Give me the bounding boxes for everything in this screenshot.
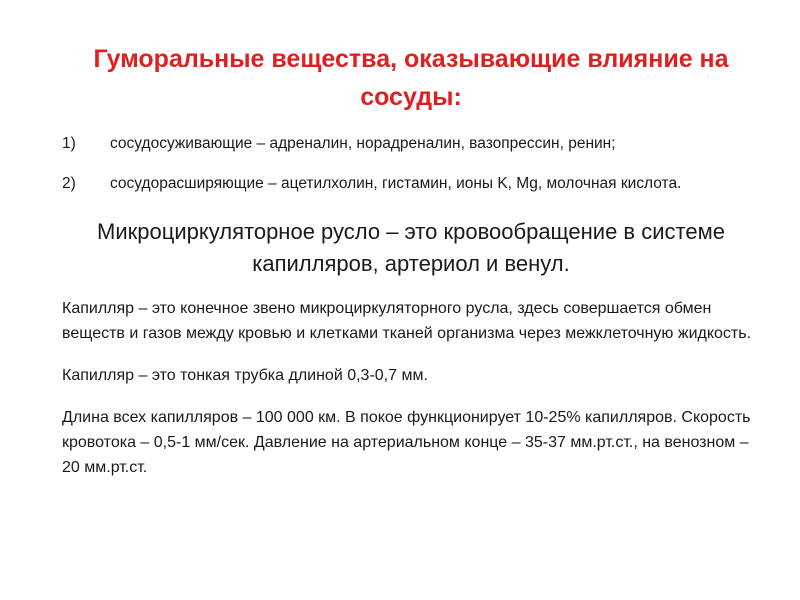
microcirculation-definition: Микроциркуляторное русло – это кровообращение в системе капилляров, артериол и венул. xyxy=(97,219,725,276)
capillary-size-paragraph: Капилляр – это тонкая трубка длиной 0,3-0,7 мм. xyxy=(62,367,428,384)
list-item-text: сосудорасширяющие – ацетилхолин, гистамин, ионы K, Mg, молочная кислота. xyxy=(110,175,682,192)
list-item-text: сосудосуживающие – адреналин, норадреналин, вазопрессин, ренин; xyxy=(110,135,616,152)
capillary-definition-paragraph: Капилляр – это конечное звено микроциркуляторного русла, здесь совершается обмен веществ и газов между кровью и клетками тканей организма через межклеточную жидкость. xyxy=(62,300,752,342)
slide-title: Гуморальные вещества, оказывающие влияние на сосуды: xyxy=(93,45,729,111)
list-item-vasoconstrictors xyxy=(62,132,760,156)
list-item-number: 1) xyxy=(62,135,76,152)
list-item-number: 2) xyxy=(62,175,76,192)
capillary-stats-paragraph: Длина всех капилляров – 100 000 км. В покое функционирует 10-25% капилляров. Скорость кровотока – 0,5-1 мм/сек. Давление на артериальном конце – 35-37 мм.рт.ст., на венозном – 20 мм.рт.ст. xyxy=(62,409,751,476)
substances-list xyxy=(62,132,760,196)
list-item-vasodilators xyxy=(62,172,760,196)
